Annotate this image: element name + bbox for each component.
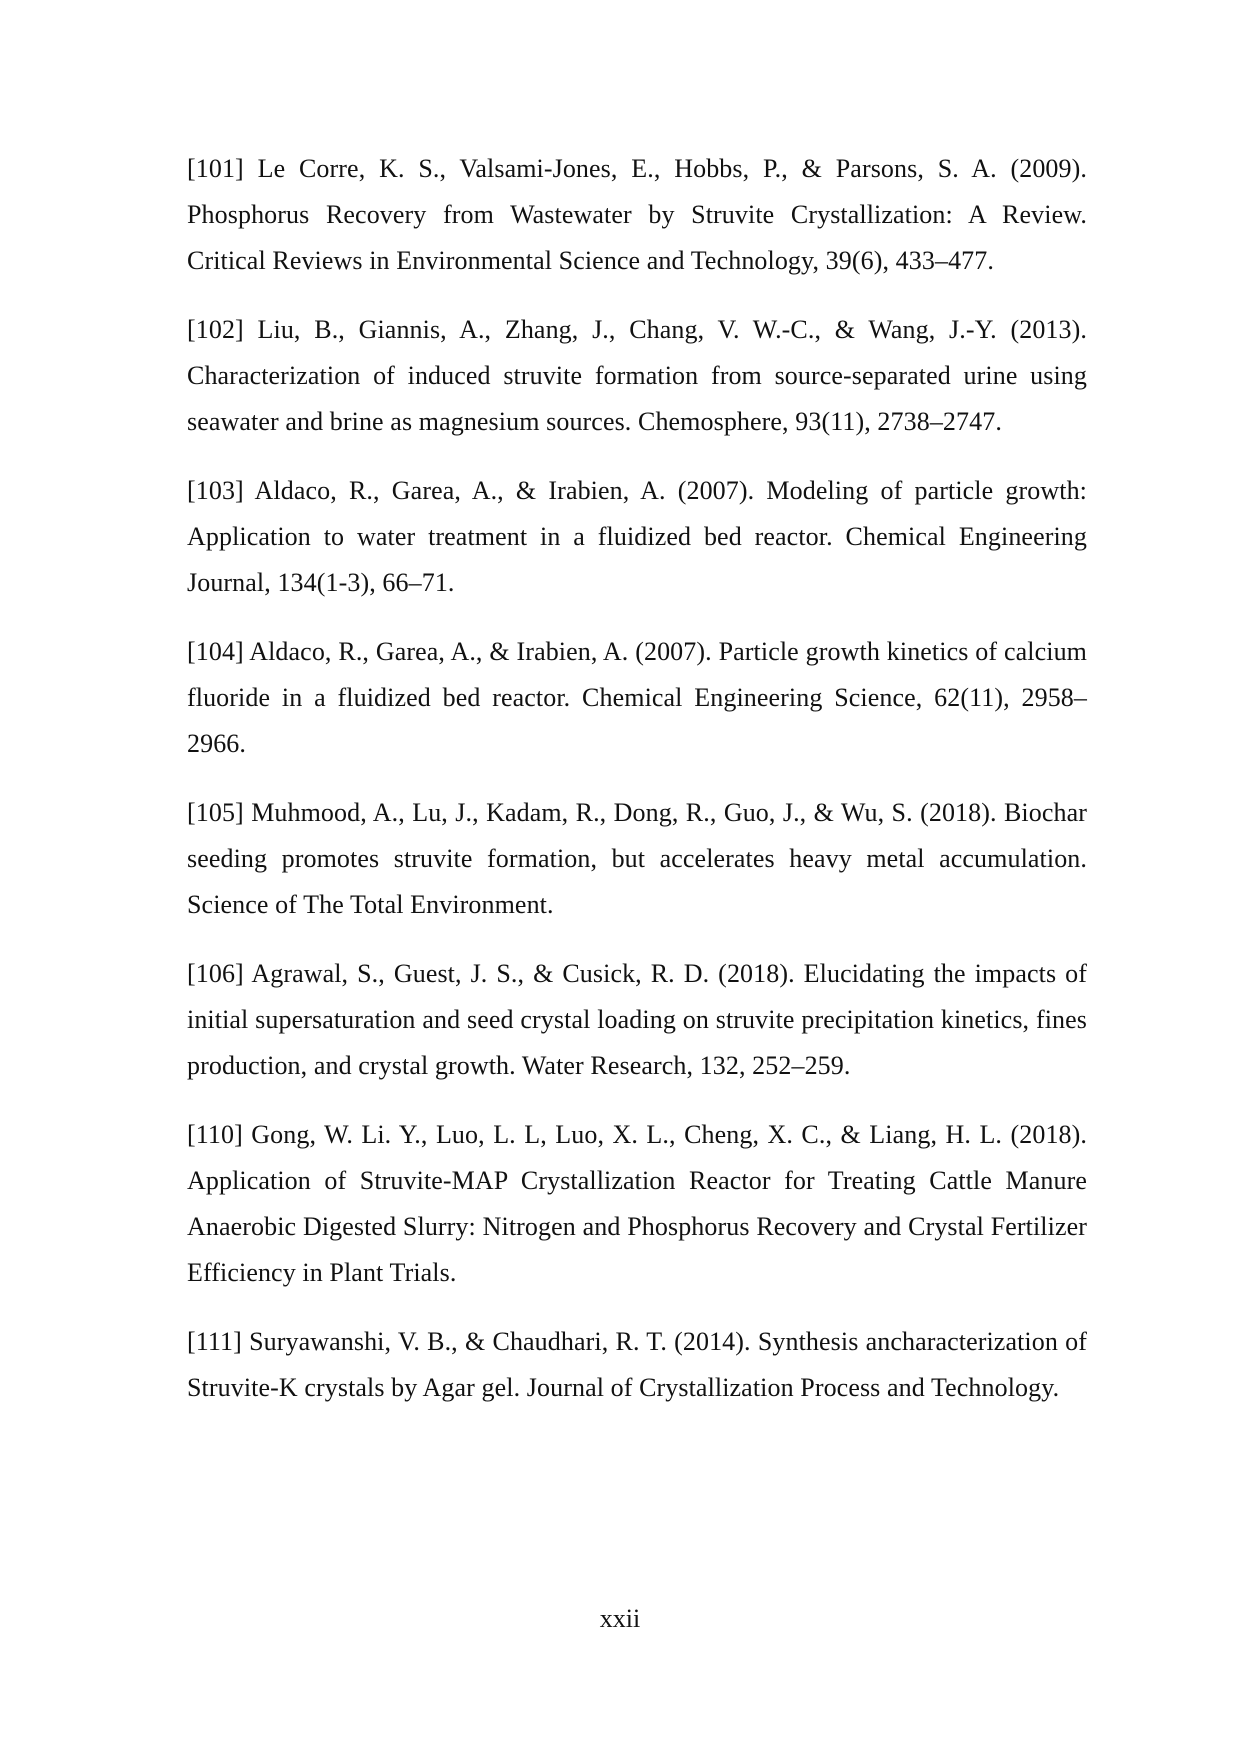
reference-entry-103: [103] Aldaco, R., Garea, A., & Irabien, A. (2007). Modeling of particle growth: Application to water treatment in a fluidized bed reactor. Chemical Engineering Journal, 134(1-3), 66–71.: [187, 476, 1087, 597]
reference-entry-104: [104] Aldaco, R., Garea, A., & Irabien, A. (2007). Particle growth kinetics of calcium fluoride in a fluidized bed reactor. Chemical Engineering Science, 62(11), 2958–2966.: [187, 637, 1087, 758]
reference-entry-110: [110] Gong, W. Li. Y., Luo, L. L, Luo, X. L., Cheng, X. C., & Liang, H. L. (2018). Application of Struvite-MAP Crystallization Reactor for Treating Cattle Manure Anaerobic Digested Slurry: Nitrogen and Phosphorus Recovery and Crystal Fertilizer Efficiency in Plant Trials.: [187, 1120, 1087, 1287]
reference-entry-111: [111] Suryawanshi, V. B., & Chaudhari, R. T. (2014). Synthesis ancharacterization of Struvite-K crystals by Agar gel. Journal of Crystallization Process and Technology.: [187, 1327, 1087, 1402]
page-number: xxii: [599, 1604, 641, 1633]
reference-entry-106: [106] Agrawal, S., Guest, J. S., & Cusick, R. D. (2018). Elucidating the impacts of initial supersaturation and seed crystal loading on struvite precipitation kinetics, fines production, and crystal growth. Water Research, 132, 252–259.: [187, 959, 1087, 1080]
reference-entry-105: [105] Muhmood, A., Lu, J., Kadam, R., Dong, R., Guo, J., & Wu, S. (2018). Biochar seeding promotes struvite formation, but accelerates heavy metal accumulation. Science of The Total Environment.: [187, 798, 1087, 919]
reference-list: [187, 146, 1087, 1434]
reference-entry-102: [102] Liu, B., Giannis, A., Zhang, J., Chang, V. W.-C., & Wang, J.-Y. (2013). Characterization of induced struvite formation from source-separated urine using seawater and brine as magnesium sources. Chemosphere, 93(11), 2738–2747.: [187, 315, 1087, 436]
reference-entry-101: [101] Le Corre, K. S., Valsami-Jones, E., Hobbs, P., & Parsons, S. A. (2009). Phosphorus Recovery from Wastewater by Struvite Crystallization: A Review. Critical Reviews in Environmental Science and Technology, 39(6), 433–477.: [187, 154, 1087, 275]
